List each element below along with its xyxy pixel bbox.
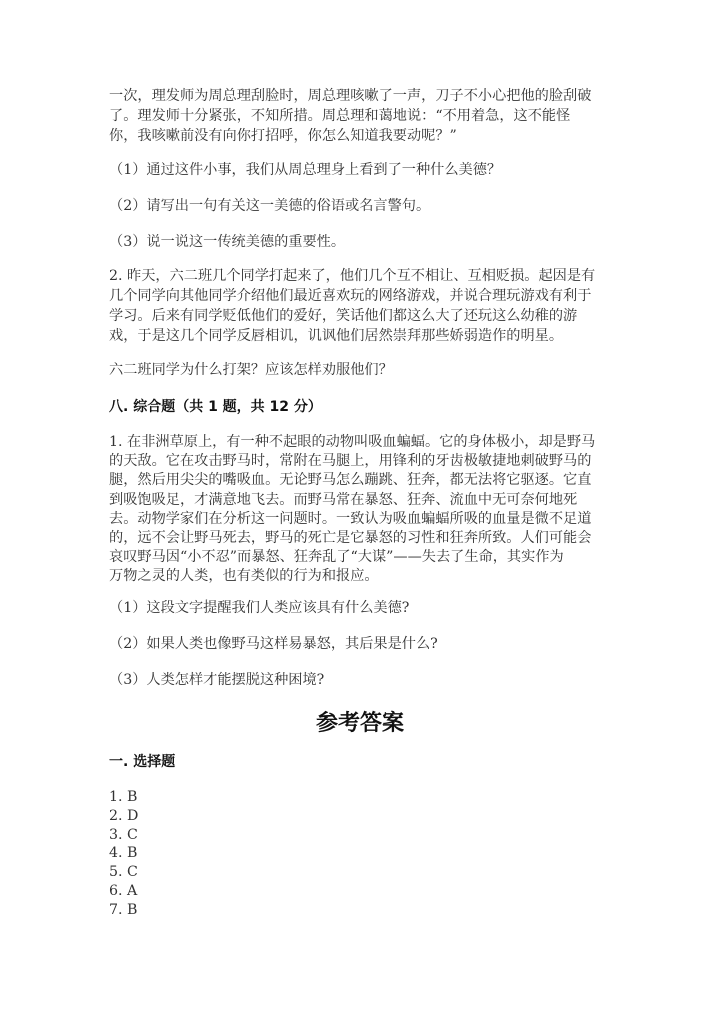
passage-line: 几个同学向其他同学介绍他们最近喜欢玩的网络游戏，并说合理玩游戏有利于: [109, 288, 592, 304]
answer-key-title: 参考答案: [315, 711, 404, 736]
answer-item: 7. B: [109, 901, 138, 918]
passage-line: 学习。后来有同学贬低他们的爱好，笑话他们都这么大了还玩这么幼稚的游: [109, 308, 578, 324]
sub-question: （1）这段文字提醒我们人类应该具有什么美德?: [109, 600, 410, 616]
passage-line: 2. 昨天，六二班几个同学打起来了，他们几个互不相让、互相贬损。起因是有: [109, 268, 596, 284]
section-heading: 一. 选择题: [109, 754, 176, 770]
passage-line: 去。动物学家们在分析这一问题时。一致认为吸血蝙蝠所吸的血量是微不足道: [109, 510, 592, 527]
answer-item: 6. A: [109, 882, 138, 899]
section-heading: 八. 综合题（共 1 题，共 12 分）: [109, 399, 322, 415]
answer-item: 3. C: [109, 826, 138, 843]
answer-list: [109, 788, 138, 920]
sub-question: （3）说一说这一传统美德的重要性。: [109, 234, 346, 250]
sub-question: （3）人类怎样才能摆脱这种困境?: [109, 672, 325, 688]
answer-item: 5. C: [109, 864, 138, 881]
passage-line: 戏，于是这几个同学反唇相讥，讥讽他们居然崇拜那些娇弱造作的明星。: [109, 328, 564, 344]
answer-item: 1. B: [109, 789, 138, 805]
passage-line: 一次，理发师为周总理刮脸时，周总理咳嗽了一声，刀子不小心把他的脸刮破: [109, 88, 592, 104]
sub-question: （1）通过这件小事，我们从周总理身上看到了一种什么美德？: [109, 162, 502, 178]
passage-3: [109, 432, 629, 586]
passage-line: 万物之灵的人类，也有类似的行为和报应。: [109, 568, 379, 585]
passage-line: 的天敌。它在攻击野马时，常附在马腿上，用锋利的牙齿极敏捷地刺破野马的: [109, 453, 592, 470]
passage-line: 你，我咳嗽前没有向你打招呼，你怎么知道我要动呢？”: [109, 128, 457, 144]
answer-item: 4. B: [109, 845, 138, 862]
passage-2: [109, 266, 629, 346]
passage-line: 哀叹野马因“小不忍”而暴怒、狂奔乱了“大谋”——失去了生命，其实作为: [109, 549, 564, 566]
passage-line: 了。理发师十分紧张，不知所措。周总理和蔼地说：“不用着急，这不能怪: [109, 108, 571, 124]
passage-line: 到吸饱吸足，才满意地飞去。而野马常在暴怒、狂奔、流血中无可奈何地死: [109, 491, 578, 508]
passage-line: 腿，然后用尖尖的嘴吸血。无论野马怎么蹦跳、狂奔，都无法将它驱逐。它直: [109, 472, 592, 489]
question: 六二班同学为什么打架？应该怎样劝服他们？: [109, 362, 393, 378]
sub-question: （2）请写出一句有关这一美德的俗语或名言警句。: [109, 198, 431, 214]
passage-1: [109, 86, 629, 146]
answer-item: 2. D: [109, 807, 139, 824]
passage-line: 1. 在非洲草原上，有一种不起眼的动物叫吸血蝙蝠。它的身体极小，却是野马: [109, 434, 596, 450]
sub-question: （2）如果人类也像野马这样易暴怒，其后果是什么?: [109, 636, 438, 652]
passage-line: 的，远不会让野马死去，野马的死亡是它暴怒的习性和狂奔所致。人们可能会: [109, 529, 592, 546]
